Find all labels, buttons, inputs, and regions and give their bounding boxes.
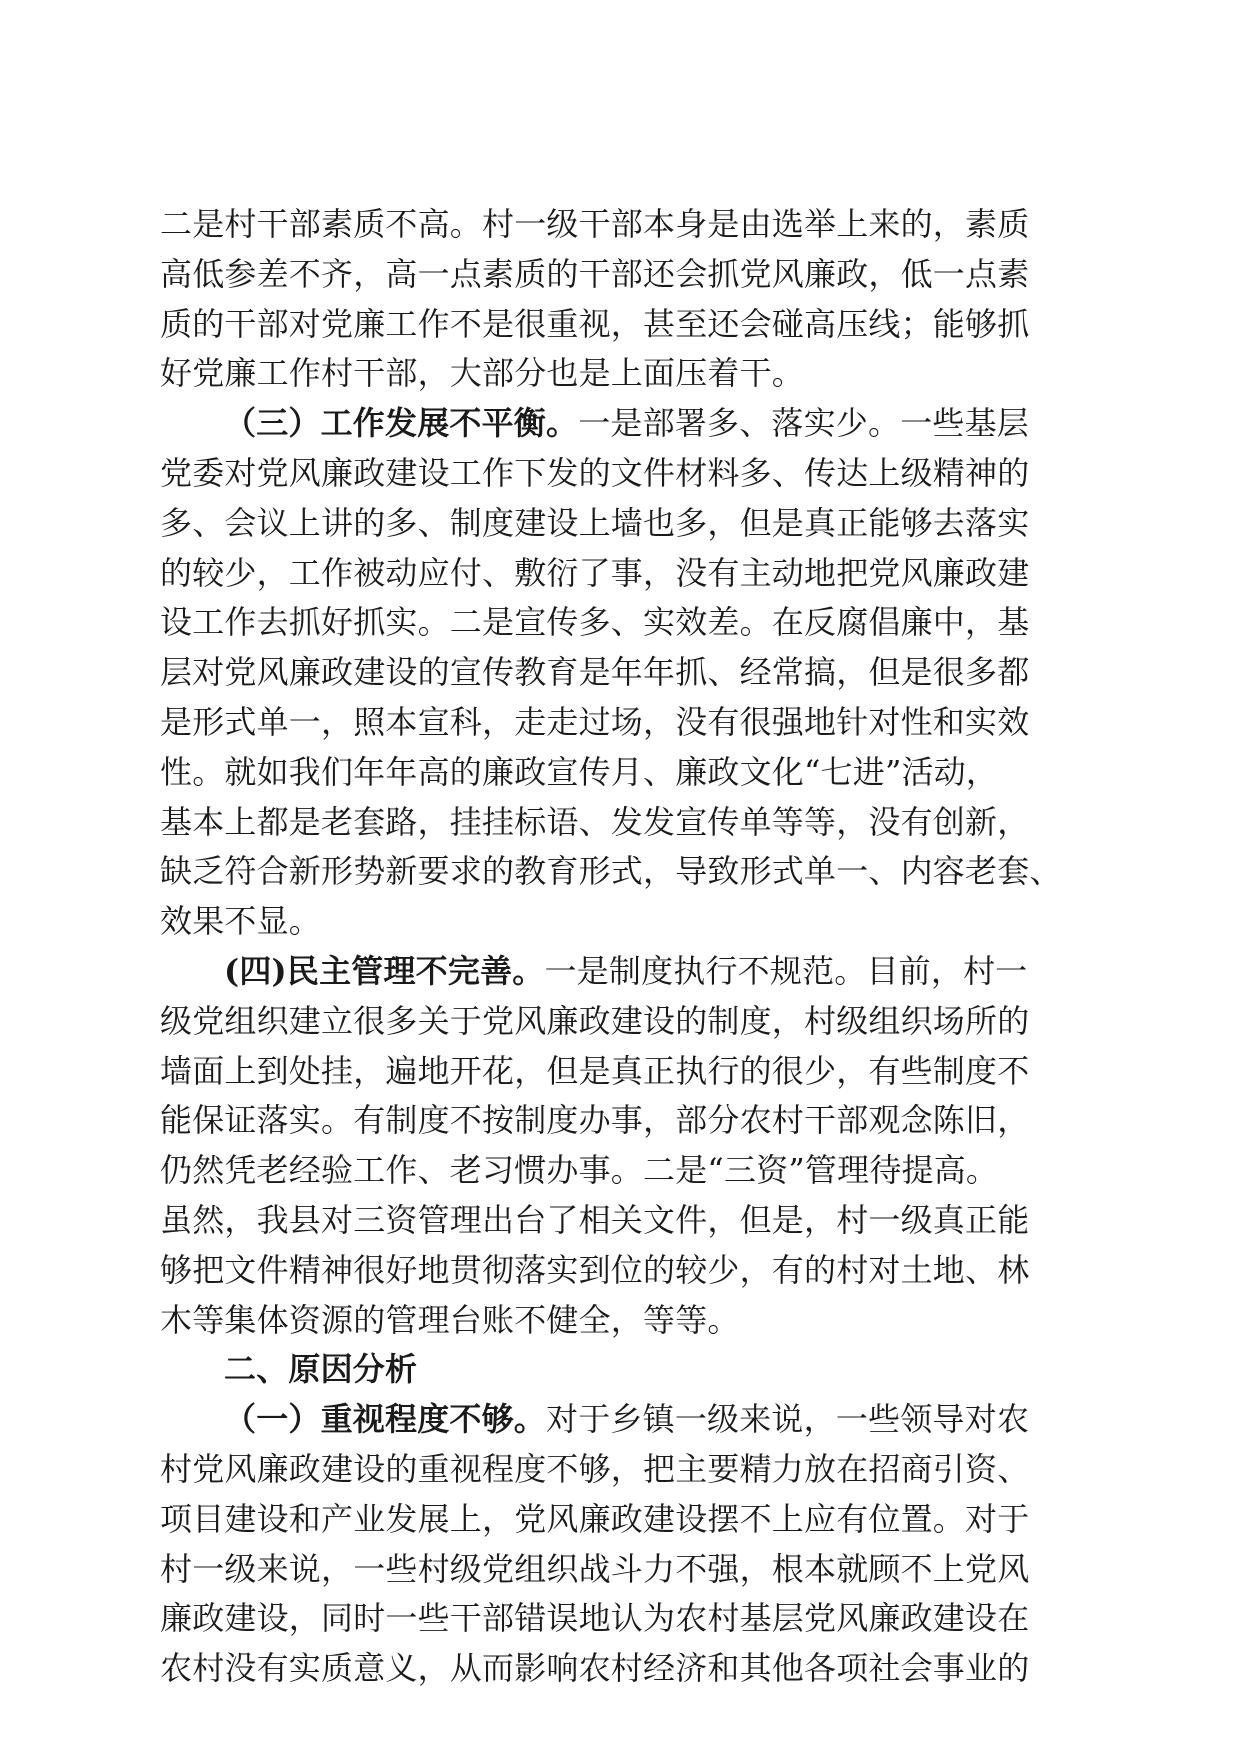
text-line: 村党风廉政建设的重视程度不够，把主要精力放在招商引资、	[160, 1449, 1030, 1488]
text-line: 层对党风廉政建设的宣传教育是年年抓、经常搞，但是很多都	[160, 653, 1030, 692]
text-line: 多、会议上讲的多、制度建设上墙也多，但是真正能够去落实	[160, 503, 1030, 542]
text-line: 农村没有实质意义，从而影响农村经济和其他各项社会事业的	[160, 1649, 1030, 1688]
line-text: 对于乡镇一级来说，一些领导对农	[546, 1400, 1030, 1439]
paragraph-democratic-management	[160, 947, 1080, 1345]
section-lead: （三）工作发展不平衡。	[224, 404, 579, 443]
text-line: 基本上都是老套路，挂挂标语、发发宣传单等等，没有创新，	[160, 802, 1030, 841]
text-line	[160, 947, 1080, 997]
text-line: 党委对党风廉政建设工作下发的文件材料多、传达上级精神的	[160, 453, 1030, 492]
section-heading-cause-analysis	[160, 1345, 1080, 1395]
text-line: 虽然，我县对三资管理出台了相关文件，但是，村一级真正能	[160, 1200, 1030, 1239]
text-line: 二是村干部素质不高。村一级干部本身是由选举上来的，素质	[160, 205, 1030, 243]
text-line: 墙面上到处挂，遍地开花，但是真正执行的很少，有些制度不	[160, 1051, 1030, 1090]
text-line: 够把文件精神很好地贯彻落实到位的较少，有的村对土地、林	[160, 1250, 1030, 1289]
line-text: 一是制度执行不规范。目前，村一	[544, 951, 1028, 990]
document-body	[160, 200, 1080, 1694]
text-line: 性。就如我们年年高的廉政宣传月、廉政文化“七进”活动，	[160, 752, 999, 791]
text-line: 是形式单一，照本宣科，走走过场，没有很强地针对性和实效	[160, 702, 1030, 741]
paragraph-insufficient-attention	[160, 1395, 1080, 1694]
text-line: 项目建设和产业发展上，党风廉政建设摆不上应有位置。对于	[160, 1499, 1030, 1538]
text-line	[160, 1395, 1080, 1445]
text-line: 村一级来说，一些村级党组织战斗力不强，根本就顾不上党风	[160, 1549, 1030, 1588]
paragraph-uneven-development	[160, 399, 1080, 947]
text-line: 级党组织建立很多关于党风廉政建设的制度，村级组织场所的	[160, 1001, 1030, 1040]
text-line: 廉政建设，同时一些干部错误地认为农村基层党风廉政建设在	[160, 1599, 1030, 1638]
line-text: 一是部署多、落实少。一些基层	[578, 404, 1030, 443]
section-heading: 二、原因分析	[224, 1350, 418, 1389]
text-line: 能保证落实。有制度不按制度办事，部分农村干部观念陈旧，	[160, 1101, 1030, 1140]
paragraph-cadre-quality	[160, 200, 1080, 399]
text-line: 木等集体资源的管理台账不健全，等等。	[160, 1300, 740, 1339]
text-line: 效果不显。	[160, 902, 322, 941]
text-line: 缺乏符合新形势新要求的教育形式，导致形式单一、内容老套、	[160, 852, 1062, 891]
text-line: 高低参差不齐，高一点素质的干部还会抓党风廉政，低一点素	[160, 254, 1030, 293]
text-line: 好党廉工作村干部，大部分也是上面压着干。	[160, 354, 805, 393]
text-line: 质的干部对党廉工作不是很重视，甚至还会碰高压线；能够抓	[160, 304, 1030, 343]
text-line: 的较少，工作被动应付、敷衍了事，没有主动地把党风廉政建	[160, 553, 1030, 592]
text-line: 仍然凭老经验工作、老习惯办事。二是“三资”管理待提高。	[160, 1151, 999, 1190]
section-lead: （一）重视程度不够。	[224, 1400, 547, 1439]
text-line	[160, 399, 1080, 449]
section-lead: (四)民主管理不完善。	[224, 951, 545, 990]
text-line: 设工作去抓好抓实。二是宣传多、实效差。在反腐倡廉中，基	[160, 603, 1030, 642]
